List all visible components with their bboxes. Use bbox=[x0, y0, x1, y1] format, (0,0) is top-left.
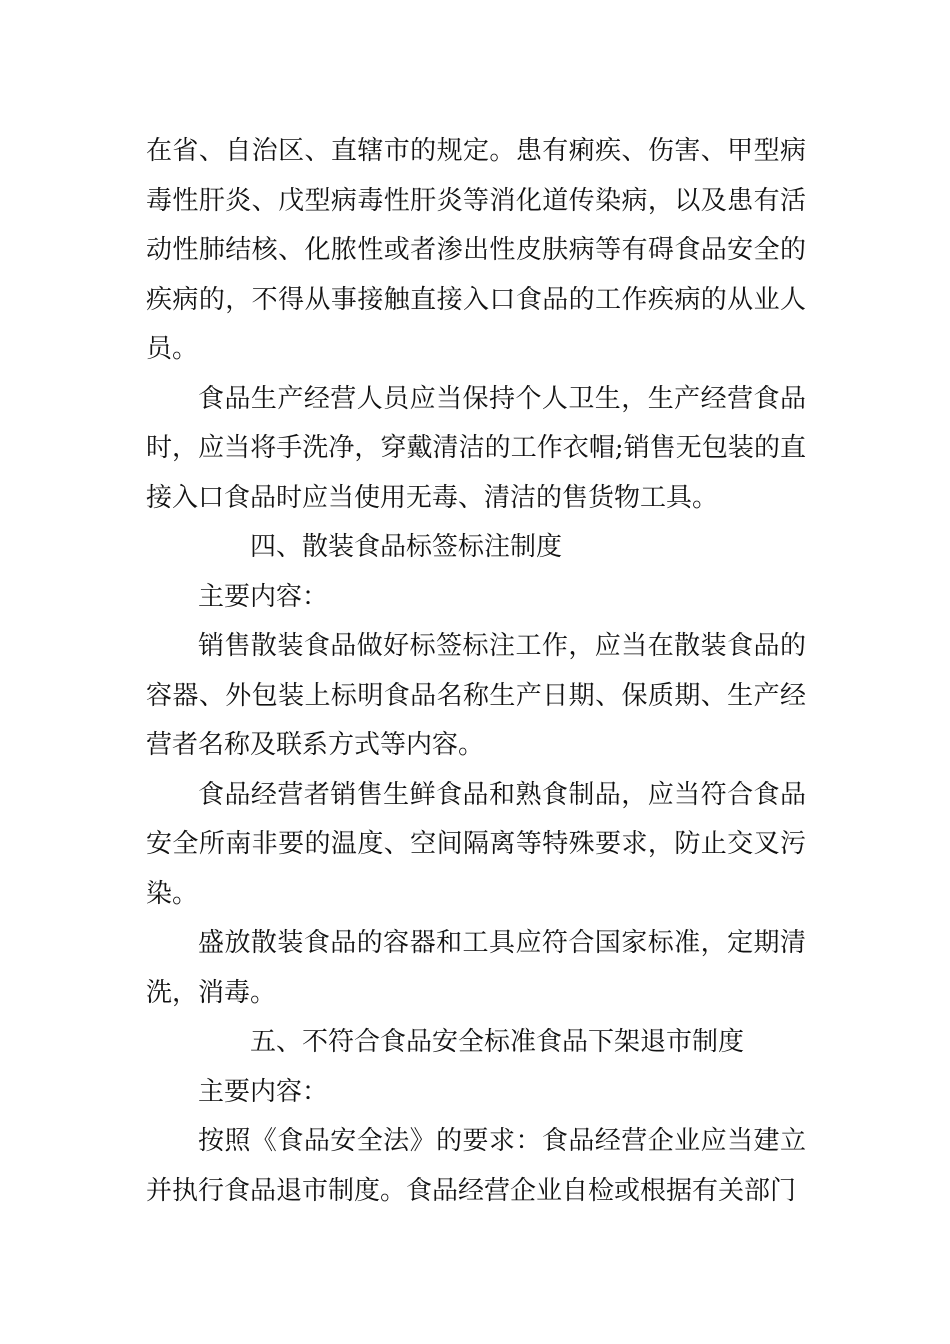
paragraph-continuation: 在省、自治区、直辖市的规定。患有痢疾、伤害、甲型病毒性肝炎、戊型病毒性肝炎等消化道传染病，以及患有活动性肺结核、化脓性或者渗出性皮肤病等有碍食品安全的疾病的，不得从事接触直接入口食品的工作疾病的从业人员。 bbox=[146, 136, 806, 364]
document-body bbox=[146, 127, 806, 1216]
paragraph-labeling: 销售散装食品做好标签标注工作，应当在散装食品的容器、外包装上标明食品名称生产日期、保质期、生产经营者名称及联系方式等内容。 bbox=[146, 631, 806, 760]
section-heading-5: 五、不符合食品安全标准食品下架退市制度 bbox=[250, 1027, 745, 1057]
paragraph-fresh-food: 食品经营者销售生鲜食品和熟食制品，应当符合食品安全所南非要的温度、空间隔离等特殊要求，防止交叉污染。 bbox=[146, 779, 806, 909]
paragraph-containers: 盛放散装食品的容器和工具应符合国家标准，定期清洗，消毒。 bbox=[146, 928, 806, 1008]
section-heading-4: 四、散装食品标签标注制度 bbox=[250, 532, 563, 562]
paragraph-recall: 按照《食品安全法》的要求：食品经营企业应当建立并执行食品退市制度。食品经营企业自检或根据有关部门 bbox=[146, 1126, 806, 1206]
main-content-label-5: 主要内容： bbox=[198, 1076, 329, 1107]
main-content-label-4: 主要内容： bbox=[198, 581, 329, 612]
paragraph-personal-hygiene: 食品生产经营人员应当保持个人卫生，生产经营食品时，应当将手洗净，穿戴清洁的工作衣帽;销售无包装的直接入口食品时应当使用无毒、清洁的售货物工具。 bbox=[146, 383, 806, 513]
